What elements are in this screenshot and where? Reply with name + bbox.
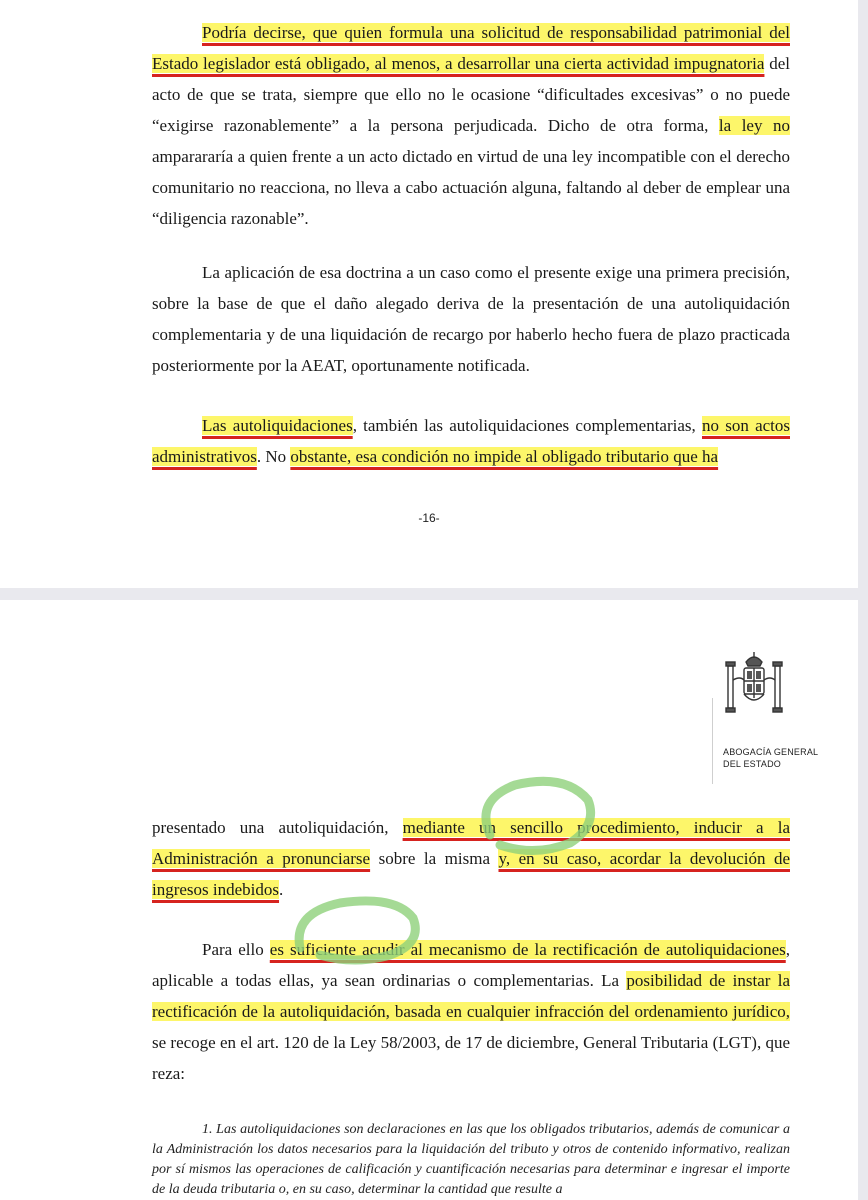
body-text: . No [256, 447, 291, 466]
body-text: , aplicable a todas ellas, ya sean ordinarias o complementarias. La [152, 940, 790, 990]
highlighted-text: Las autoliquidaciones [202, 416, 353, 435]
body-text: amparararía a quien frente a un acto dictado en virtud de una ley incompatible con el derecho comunitario no reacciona, no lleva a cabo actuación alguna, faltando al deber de emplear una “diligencia razonable”. [152, 147, 790, 228]
quoted-article: 1. Las autoliquidaciones son declaraciones en las que los obligados tributarios, además de comunicar a la Administración los datos necesarios para la liquidación del tributo y otros de contenido informativo, realizan por sí mismos las operaciones de calificación y cuantificación necesarias para determinar e ingresar el importe de la deuda tributaria o, en su caso, determinar la cantidad que resulte a [152, 1122, 790, 1197]
highlighted-text: Podría decirse, que quien formula una solicitud de responsabilidad patrimonial del Estado legislador está obligado, al menos, a desarrollar una cierta actividad impugnatoria [152, 23, 790, 73]
document-page-16 [0, 0, 858, 588]
paragraph-continuacion [152, 812, 790, 905]
body-text: , también las autoliquidaciones complementarias, [352, 416, 702, 435]
body-text: Para ello [202, 940, 270, 959]
highlighted-text: no son actos administrativos [152, 416, 790, 466]
highlighted-text: posibilidad de instar la rectificación de la autoliquidación, basada en cualquier infracción del ordenamiento jurídico, [152, 971, 790, 1021]
paragraph-rectificacion [152, 934, 790, 1089]
agency-name-line: DEL ESTADO [723, 759, 782, 769]
divider [712, 698, 713, 784]
body-text: presentado una autoliquidación, [152, 818, 403, 837]
paragraph-autoliquidaciones [152, 410, 790, 472]
highlighted-text: la ley no [718, 116, 790, 135]
highlighted-text: mediante un sencillo procedimiento, inducir a la Administración a pronunciarse [152, 818, 790, 868]
coat-of-arms-logo [720, 650, 788, 722]
agency-name-line: ABOGACÍA GENERAL [723, 747, 819, 757]
body-text: se recoge en el art. 120 de la Ley 58/2003, de 17 de diciembre, General Tributaria (LGT), que reza: [152, 1033, 790, 1083]
highlighted-text: es suficiente acudir al mecanismo de la rectificación de autoliquidaciones [269, 940, 786, 959]
agency-name [723, 746, 818, 770]
body-text: del acto de que se trata, siempre que ello no le ocasione “dificultades excesivas” o no puede “exigirse razonablemente” a la persona perjudicada. Dicho de otra forma, [152, 54, 790, 135]
page-number: -16- [418, 511, 440, 525]
paragraph-responsabilidad [152, 17, 790, 234]
body-text: sobre la misma [370, 849, 499, 868]
highlighted-text: y, en su caso, acordar la devolución de ingresos indebidos [152, 849, 790, 899]
highlighted-text: obstante, esa condición no impide al obligado tributario que ha [290, 447, 719, 466]
paragraph-aplicacion: La aplicación de esa doctrina a un caso como el presente exige una primera precisión, sobre la base de que el daño alegado deriva de la presentación de una autoliquidación complementaria y de una liquidación de recargo por haberlo hecho fuera de plazo practicada posteriormente por la AEAT, oportunamente notificada. [152, 263, 790, 375]
document-page-17 [0, 600, 858, 1200]
body-text: . [279, 880, 284, 899]
